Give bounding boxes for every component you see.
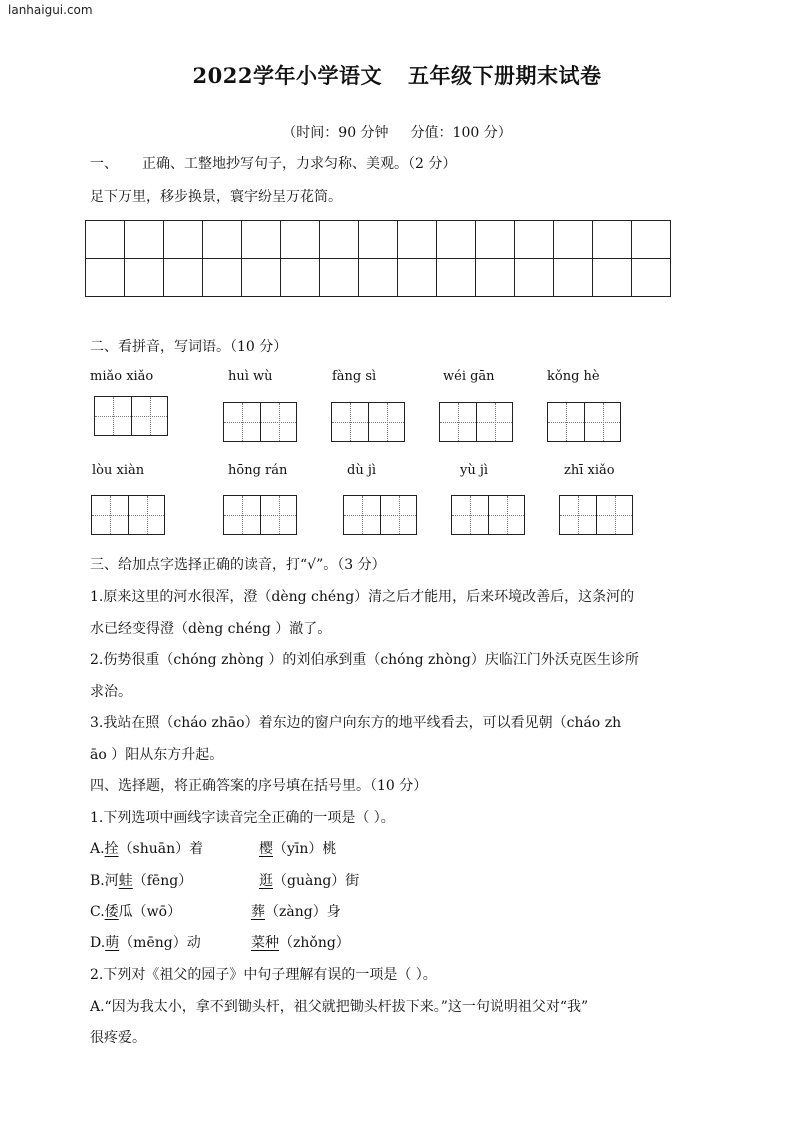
option-reading: （yīn）桃 xyxy=(273,841,337,857)
section3-line: āo ）阳从东方升起。 xyxy=(90,747,224,763)
option-label: B.河 xyxy=(90,873,119,889)
copy-writing-grid[interactable] xyxy=(85,220,671,297)
option-label: A. xyxy=(90,841,105,857)
answer-box[interactable] xyxy=(559,495,633,535)
option-reading: （mēng）动 xyxy=(119,935,201,951)
section1-sentence: 足下万里，移步换景，寰宇纷呈万花筒。 xyxy=(90,189,342,205)
pinyin-label: lòu xiàn xyxy=(92,463,145,478)
question-2-option-a: A.“因为我太小，拿不到锄头杆，祖父就把锄头杆拔下来。”这一句说明祖父对“我” xyxy=(90,999,589,1015)
page-title xyxy=(0,60,794,90)
underlined-char: 蛙 xyxy=(118,873,133,889)
score-label: 分值：100 分） xyxy=(410,125,512,141)
answer-box[interactable] xyxy=(223,495,297,535)
section3-line: 水已经变得澄（dèng chéng ）澈了。 xyxy=(90,621,332,637)
pinyin-label: miǎo xiǎo xyxy=(90,369,154,384)
option-a-part2[interactable] xyxy=(259,840,336,858)
answer-box[interactable] xyxy=(343,495,417,535)
answer-box[interactable] xyxy=(331,402,405,442)
option-label: C. xyxy=(90,904,105,920)
pinyin-label: zhī xiǎo xyxy=(564,463,615,478)
pinyin-label: wéi gān xyxy=(443,369,495,384)
section1-instruction: 正确、工整地抄写句子，力求匀称、美观。（2 分） xyxy=(142,156,457,172)
grid-row xyxy=(86,259,671,297)
title-left: 2022学年小学语文 xyxy=(192,63,382,88)
pinyin-label: hōng rán xyxy=(228,463,288,478)
option-reading: （fēng） xyxy=(132,873,193,889)
option-c-part1[interactable] xyxy=(90,903,181,921)
section3-heading: 三、给加点字选择正确的读音，打“√”。（3 分） xyxy=(90,557,386,573)
section3-line: 求治。 xyxy=(90,684,132,700)
option-reading: （guàng）街 xyxy=(273,873,360,889)
option-reading: （shuān）着 xyxy=(118,841,204,857)
option-d-part2[interactable] xyxy=(251,934,350,952)
underlined-char: 萌 xyxy=(105,935,120,951)
option-c-part2[interactable] xyxy=(251,903,341,921)
underlined-char: 菜种 xyxy=(251,935,279,951)
underlined-char: 樱 xyxy=(259,841,273,857)
time-label: （时间：90 分钟 xyxy=(282,125,389,141)
option-b-part2[interactable] xyxy=(259,872,359,890)
question-1: 1.下列选项中画线字读音完全正确的一项是（ ）。 xyxy=(90,810,395,826)
underlined-char: 拴 xyxy=(104,841,119,857)
underlined-char: 葬 xyxy=(251,904,265,920)
underlined-char: 逛 xyxy=(259,873,273,889)
pinyin-label: dù jì xyxy=(347,463,377,478)
site-watermark: lanhaigui.com xyxy=(8,3,93,17)
answer-box[interactable] xyxy=(223,402,297,442)
section3-line: 3.我站在照（cháo zhāo）着东边的窗户向东方的地平线看去，可以看见朝（cháo zh xyxy=(90,715,622,731)
answer-box[interactable] xyxy=(547,402,621,442)
pinyin-label: kǒng hè xyxy=(547,369,600,384)
pinyin-label: fàng sì xyxy=(332,369,377,384)
option-reading: 瓜（wō） xyxy=(118,904,182,920)
answer-box[interactable] xyxy=(91,495,165,535)
question-2: 2.下列对《祖父的园子》中句子理解有误的一项是（ ）。 xyxy=(90,967,437,983)
option-reading: （zàng）身 xyxy=(265,904,341,920)
option-label: D. xyxy=(90,935,106,951)
exam-info xyxy=(0,122,794,142)
option-a-part1[interactable] xyxy=(90,840,203,858)
title-right: 五年级下册期末试卷 xyxy=(407,63,602,88)
underlined-char: 倭 xyxy=(104,904,119,920)
question-2-option-a-cont: 很疼爱。 xyxy=(90,1030,146,1046)
option-reading: （zhǒng） xyxy=(279,935,350,951)
option-d-part1[interactable] xyxy=(90,934,201,952)
section4-heading: 四、选择题，将正确答案的序号填在括号里。（10 分） xyxy=(90,778,428,794)
section2-heading: 二、看拼音，写词语。（10 分） xyxy=(90,339,288,355)
section1-heading xyxy=(90,155,456,173)
grid-row xyxy=(86,221,671,259)
option-b-part1[interactable] xyxy=(90,872,192,890)
answer-box[interactable] xyxy=(451,495,525,535)
section3-line: 1.原来这里的河水很浑，澄（dèng chéng）清之后才能用，后来环境改善后，这条河的 xyxy=(90,589,635,605)
answer-box[interactable] xyxy=(94,396,168,436)
section3-line: 2.伤势很重（chóng zhòng ）的刘伯承到重（chóng zhòng）庆临江门外沃克医生诊所 xyxy=(90,652,639,668)
pinyin-label: yù jì xyxy=(460,463,489,478)
section1-number: 一、 xyxy=(90,156,118,172)
pinyin-label: huì wù xyxy=(228,369,273,384)
answer-box[interactable] xyxy=(439,402,513,442)
